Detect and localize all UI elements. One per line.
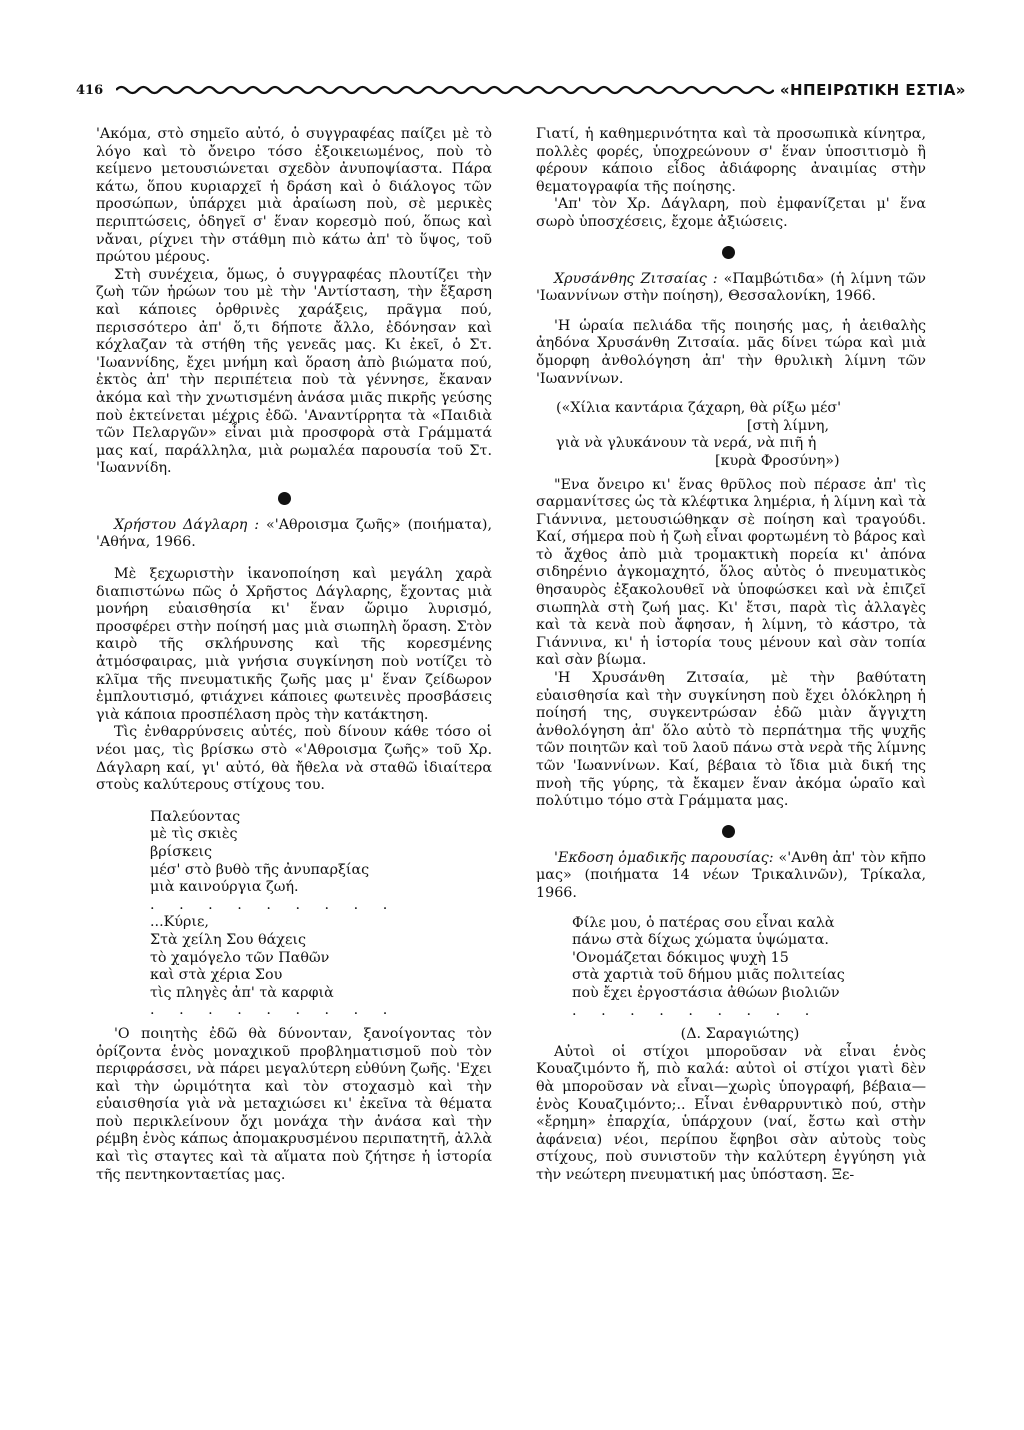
paragraph: 'Ο ποιητὴς ἐδῶ θὰ δύνονταν, ξανοίγοντας τὸν ὁρίζοντα ἑνὸς μοναχικοῦ προβληματισμοῦ ποὺ τὸν περιφράσσει, νὰ πάρει μεγαλύτερη εὐθύνη ζωῆς. 'Εχει καὶ τὴν ὡριμότητα καὶ τὸν στοχασμὸ καὶ τὴν εὐαισθησία γιὰ νὰ μεταχιώσει κι' ἐκεῖνα τὰ θέματα ποὺ περικλείνουν ὄχι μονάχα τὴν ἀνάσα καὶ τὴν ρέμβη ἑνὸς κάπως ἀπομακρυσμένου περιπατητῆ, ἀλλὰ καὶ τὶς σταγτες καὶ τὰ αἵματα ποὺ ζήτησε ἡ ἱστορία τῆς πεντηκονταετίας μας. (96, 1025, 492, 1183)
paragraph: 'Ακόμα, στὸ σημεῖο αὐτό, ὁ συγγραφέας παίζει μὲ τὸ λόγο καὶ τὸ ὄνειρο τόσο ἐξοικειωμένος, ποὺ τὸ κείμενο μετουσιώνεται σχεδὸν ἀνυποψίαστα. Πάρα κάτω, ὅπου κυριαρχεῖ ἡ δράση καὶ ὁ διάλογος τῶν προσώπων, ὑπάρχει μιὰ ἀραίωση ποὺ, σὲ μερικὲς περιπτώσεις, ὁδηγεῖ σ' ἕναν κορεσμὸ πού, ὅπως καὶ νἄναι, ρίχνει τὴν στάθμη πιὸ κάτω ἀπ' τὸ ὕψος, τοῦ πρώτου μέρους. (96, 126, 492, 266)
poem-line: Φίλε μου, ὁ πατέρας σου εἶναι καλὰ (572, 914, 835, 931)
entry-author: 'Εκδοση ὁμαδικῆς παρουσίας: (554, 849, 774, 866)
poem-excerpt (556, 400, 926, 470)
poem-line: ...Κύριε, (150, 914, 209, 931)
poem-line: τὶς πληγὲς ἀπ' τὰ καρφιὰ (150, 984, 334, 1001)
journal-title: «ΗΠΕΙΡΩΤΙΚΗ ΕΣΤΙΑ» (779, 81, 966, 99)
entry-author: Χρυσάνθης Ζιτσαίας : (554, 270, 718, 287)
poem-line: στὰ χαρτιὰ τοῦ δήμου μιᾶς πολιτείας (572, 967, 845, 984)
page-number: 416 (76, 82, 104, 98)
poem-excerpt (150, 809, 492, 1020)
ellipsis-dots: . . . . . . . . . (150, 1002, 398, 1019)
ellipsis-dots: . . . . . . . . . (150, 896, 398, 913)
paragraph: Τὶς ἐνθαρρύνσεις αὐτές, ποὺ δίνουν κάθε τόσο οἱ νέοι μας, τὶς βρίσκω στὸ «'Αθροισμα ζωῆς» τοῦ Χρ. Δάγλαρη καί, γι' αὐτό, θὰ ἤθελα νὰ σταθῶ ἰδιαίτερα στοὺς καλύτερους στίχους του. (96, 724, 492, 794)
bullet-separator-icon (722, 825, 735, 838)
wave-ornament-icon (116, 84, 774, 96)
right-column (536, 126, 926, 1184)
poem-line: καὶ στὰ χέρια Σου (150, 967, 283, 984)
poem-line: («Χίλια καντάρια ζάχαρη, θὰ ρίξω μέσ' (556, 400, 842, 417)
poem-line: Στὰ χείλη Σου θάχεις (150, 931, 306, 948)
paragraph: Στὴ συνέχεια, ὅμως, ὁ συγγραφέας πλουτίζει τὴν ζωὴ τῶν ἡρώων του μὲ τὴν 'Αντίσταση, τὴν ἔξαρση καὶ κάποιες ὀρθρινὲς χαράξεις, πρᾶγμα πού, περισσότερο ἀπ' ὅ,τι δήποτε ἄλλο, ἐδόνησαν καὶ κόχλαζαν τὰ στήθη τῆς γενεᾶς μας. Κι ἐκεῖ, ὁ Στ. 'Ιωαννίδης, ἔχει μνήμη καὶ ὅραση ἀπὸ βιώματα πού, ἐκτὸς ἀπ' τὴν περιπέτεια ποὺ τὰ γέννησε, ἔκαναν ἀκόμα καὶ τὴν χνωτισμένη ἀνάσα μιᾶς πικρῆς γεύσης ποὺ ἐκτείνεται μέχρις ἐδῶ. 'Αναντίρρητα τὰ «Παιδιὰ τῶν Πελαργῶν» εἶναι μιὰ προσφορὰ στὰ Γράμματά μας καί, παράλληλα, μιὰ ρωμαλέα παρουσία τοῦ Στ. 'Ιωαννίδη. (96, 266, 492, 477)
entry-details: «Παμβώτιδα» (ἡ λίμνη τῶν 'Ιωαννίνων στὴν ποίηση), Θεσσαλονίκη, 1966. (536, 270, 926, 305)
bullet-separator-icon (278, 492, 291, 505)
poem-line: μὲ τὶς σκιὲς (150, 826, 238, 843)
review-entry-heading (96, 517, 492, 552)
paragraph: 'Η ὡραία πελιάδα τῆς ποιησής μας, ἡ ἀειθαλὴς ἀηδόνα Χρυσάνθη Ζιτσαία. μᾶς δίνει τώρα καὶ μιὰ ὄμορφη ἀνθολόγηση ἀπ' τὴν θρυλικὴ λίμνη τῶν 'Ιωαννίνων. (536, 317, 926, 387)
paragraph: 'Η Χρυσάνθη Ζιτσαία, μὲ τὴν βαθύτατη εὐαισθησία καὶ τὴν συγκίνηση ποὺ ἔχει ὁλόκληρη ἡ ποίησή της, συγκεντρώσαν ἐδῶ μιὰν ἄγγιχτη ἀνθολόγηση ἀπ' ὅλο αὐτὸ τὸ περπάτημα τῆς ψυχῆς τῶν ποιητῶν καὶ τοῦ λαοῦ πάνω στὰ νερὰ τῆς λίμνης τῶν 'Ιωαννίνων. Καί, βέβαια τὸ ἴδια μιὰ δική της πνοὴ τῆς γύρης, τὰ ἔκαμεν ἕναν ἀκόμα ὡραῖο καὶ πολύτιμο τόμο στὰ Γράμματα μας. (536, 670, 926, 810)
poem-line: τὸ χαμόγελο τῶν Παθῶν (150, 949, 330, 966)
poem-line: μιὰ καινούργια ζωή. (150, 879, 299, 896)
poem-line: μέσ' στὸ βυθὸ τῆς ἀνυπαρξίας (150, 861, 370, 878)
entry-details: «'Αθροισμα ζωῆς» (ποιήματα), 'Αθήνα, 1966. (96, 516, 493, 551)
poem-line: Παλεύοντας (150, 808, 241, 825)
poem-excerpt (572, 915, 926, 1021)
ellipsis-dots: . . . . . . . . . (572, 1002, 820, 1019)
page-header (76, 76, 966, 104)
poem-line: πάνω στὰ δίχως χώματα ὑψώματα. (572, 932, 829, 949)
paragraph: "Ενα ὄνειρο κι' ἕνας θρῦλος ποὺ πέρασε ἀπ' τὶς σαρμανίτσες ὡς τὰ κλέφτικα λημέρια, ἡ λίμνη καὶ τὰ Γιάννινα, μετουσιώθηκαν σὲ ποίηση καὶ τραγούδι. Καί, σήμερα ποὺ ἡ ζωὴ εἶναι φορτωμένη τὸ βάρος καὶ τὸ ἄχθος ἀπὸ μιὰ τρομακτικὴ πορεία κι' ἀπόνα σιδηρένιο ἀγκομαχητό, ὅλος αὐτὸς ὁ πνευματικὸς θησαυρὸς ἐξακολουθεῖ νὰ ὑποφώσκει καὶ νὰ ἐπιζεῖ σιωπηλὰ στὴ ζωή μας. Κι' ἔτσι, παρὰ τὶς ἀλλαγὲς καὶ τὰ κενὰ ποὺ ἄφησαν, ἡ λίμνη, τὸ κάστρο, τὰ Γιάννινα, κι' ἡ ἱστορία τους μένουν καὶ σὰν τοπία καὶ σὰν βίωμα. (536, 476, 926, 669)
review-entry-heading (536, 271, 926, 306)
poem-line: ποὺ ἔχει ἐργοστάσια ἀθώων βιολιῶν (572, 984, 840, 1001)
entry-author: Χρήστου Δάγλαρη : (114, 516, 260, 533)
paragraph: Μὲ ξεχωριστὴν ἱκανοποίηση καὶ μεγάλη χαρὰ διαπιστώνω πῶς ὁ Χρῆστος Δάγλαρης, ἔχοντας μιὰ μονήρη εὐαισθησία κι' ἕναν ὥριμο λυρισμό, προσφέρει στὴν ποίησή μας μιὰ σιωπηλὴ ὅραση. Στὸν καιρὸ τῆς σκλήρυνσης καὶ τῆς κορεσμένης ἀτμόσφαιρας, μιὰ γνήσια συγκίνηση ποὺ νοτίζει τὸ κλῖμα τῆς πνευματικῆς ζωῆς μας μ' ἕναν ζείδωρον ἐμπλουτισμό, φτιάχνει κάποιες φωτεινὲς προσβάσεις γιὰ κάποια προσπέλαση πρὸς τὴν κατάκτηση. (96, 566, 492, 723)
poem-line: 'Ονομάζεται δόκιμος ψυχὴ 15 (572, 949, 789, 966)
poem-line: γιὰ νὰ γλυκάνουν τὰ νερά, νὰ πιῆ ἡ (556, 435, 817, 452)
left-column (96, 126, 492, 1184)
poem-line: [στὴ λίμνη, (556, 417, 829, 434)
poem-signature: (Δ. Σαραγιώτης) (680, 1026, 800, 1043)
entry-details: «'Ανθη ἀπ' τὸν κῆπο μας» (ποιήματα 14 νέων Τρικαλινῶν), Τρίκαλα, 1966. (536, 849, 927, 901)
review-entry-heading (536, 850, 926, 903)
paragraph: Αὐτοὶ οἱ στίχοι μποροῦσαν νὰ εἶναι ἑνὸς Κουαζιμόντο ἤ, πιὸ καλά: αὐτοὶ οἱ στίχοι γιατὶ δὲν θὰ μποροῦσαν νὰ εἶναι—χωρὶς ὑπογραφή, βέβαια— ἑνὸς Κουαζιμόντο;.. Εἶναι ἐνθαρρυντικὸ πού, στὴν «ἔρημη» ἐπαρχία, ὑπάρχουν (ναί, ἔστω καὶ στὴν ἀφάνεια) νέοι, περίπου ἔφηβοι σὰν αὐτοὺς τοὺς στίχους, ποὺ συνιστοῦν τὴν καλύτερη ἐγγύηση γιὰ τὴν νεώτερη πνευματική μας ὑπόσταση. Ξε- (536, 1043, 926, 1183)
poem-line: [κυρὰ Φροσύνη») (556, 452, 840, 469)
bullet-separator-icon (722, 246, 735, 259)
paragraph: 'Απ' τὸν Χρ. Δάγλαρη, ποὺ ἐμφανίζεται μ' ἕνα σωρὸ ὑποσχέσεις, ἔχομε ἀξιώσεις. (536, 196, 926, 230)
paragraph: Γιατί, ἡ καθημερινότητα καὶ τὰ προσωπικὰ κίνητρα, πολλὲς φορές, ὑποχρεώνουν σ' ἕναν ὑποσιτισμὸ ἢ φέρουν κάποιο εἶδος ἀδιάφορης ἀναιμίας στὴν θεματογραφία τῆς ποίησης. (536, 126, 926, 195)
poem-line: βρίσκεις (150, 843, 212, 860)
